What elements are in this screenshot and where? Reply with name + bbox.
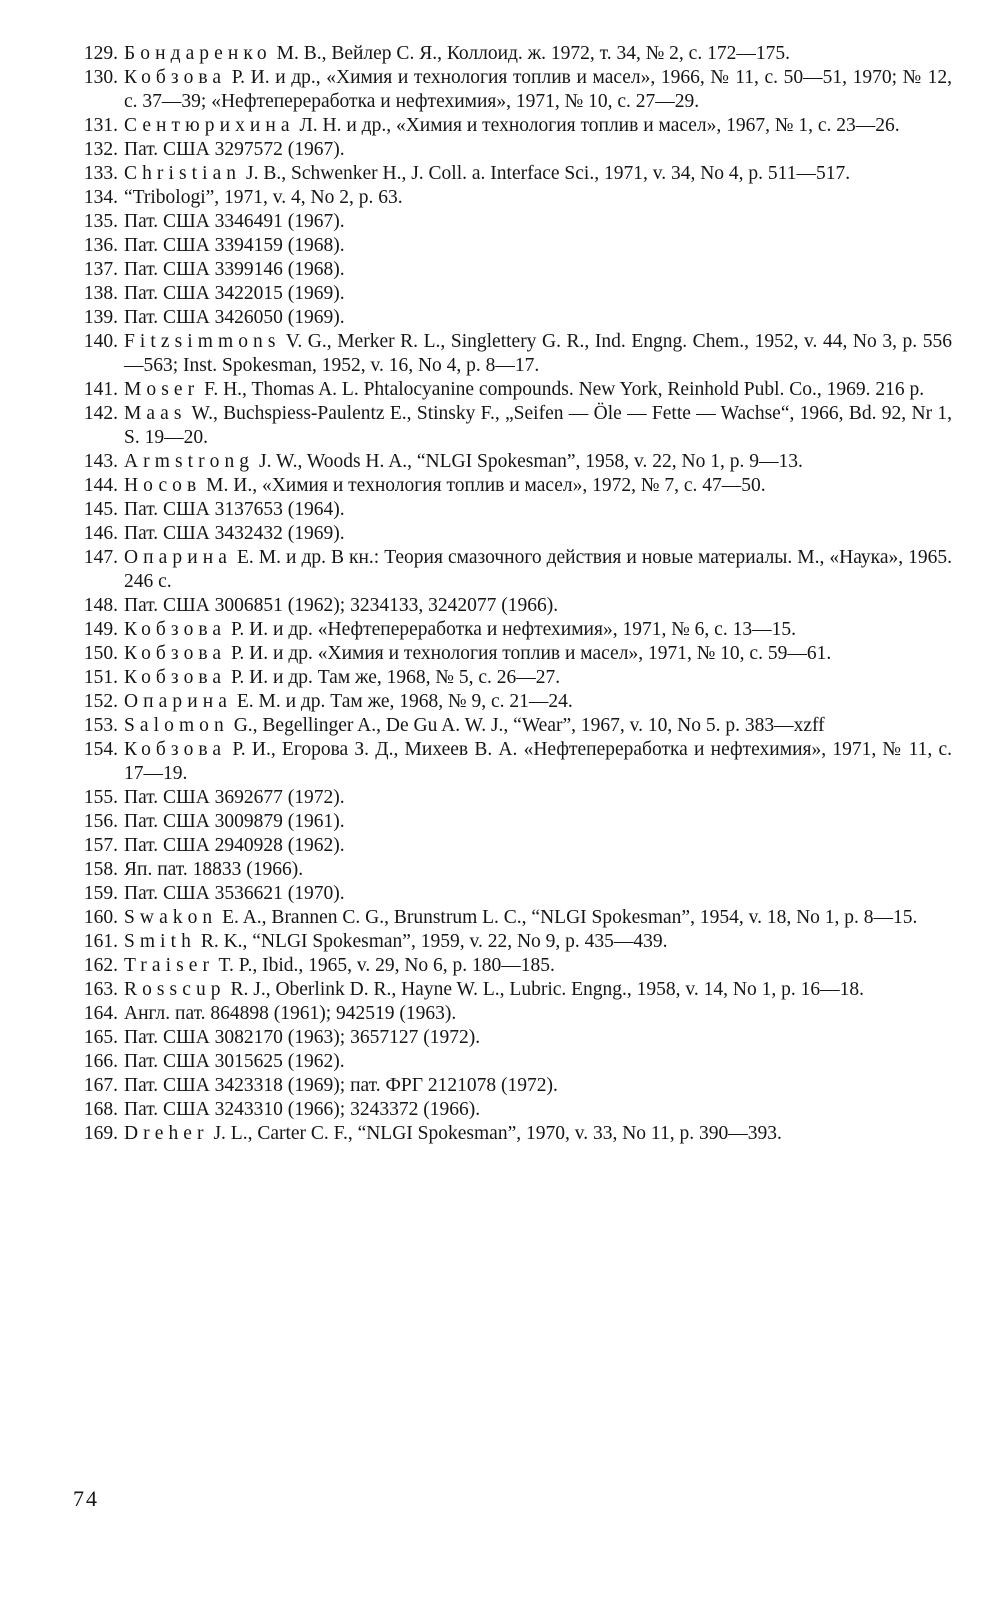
reference-text [124,594,952,618]
reference-first-author: Бондаренко [124,43,272,64]
reference-text [124,66,952,114]
reference-number: 162. [83,955,118,976]
reference-text [124,138,952,162]
reference-text [124,42,952,66]
reference-first-author: Moser [124,379,200,400]
reference-citation: Пат. США 3394159 (1968). [124,235,345,256]
reference-text [124,786,952,810]
reference-number: 141. [83,379,118,400]
reference-item [72,858,952,882]
reference-text [124,930,952,954]
reference-item [72,474,952,498]
reference-item [72,66,952,114]
reference-item [72,714,952,738]
reference-citation: Р. И. и др. «Химия и технология топлив и масел», 1971, № 10, с. 59—61. [226,643,832,664]
reference-item [72,954,952,978]
reference-item [72,1074,952,1098]
reference-item [72,546,952,594]
reference-text [124,522,952,546]
reference-citation: “Tribologi”, 1971, v. 4, No 2, p. 63. [124,187,403,208]
reference-item [72,834,952,858]
reference-number: 161. [83,931,118,952]
reference-citation: Пат. США 3423318 (1969); пат. ФРГ 2121078 (1972). [124,1075,558,1096]
reference-first-author: Maas [124,403,187,424]
reference-first-author: Сентюрихина [124,115,295,136]
reference-item [72,162,952,186]
reference-citation: Пат. США 3536621 (1970). [124,883,345,904]
reference-number: 152. [83,691,118,712]
reference-text [124,282,952,306]
reference-citation: Пат. США 3006851 (1962); 3234133, 3242077 (1966). [124,595,559,616]
reference-item [72,1026,952,1050]
reference-item [72,498,952,522]
reference-number: 130. [83,67,118,88]
reference-first-author: Кобзова [124,667,227,688]
reference-text [124,474,952,498]
reference-text [124,906,952,930]
reference-text [124,834,952,858]
reference-citation: Англ. пат. 864898 (1961); 942519 (1963). [124,1003,457,1024]
reference-text [124,1026,952,1050]
reference-number: 168. [83,1099,118,1120]
reference-item [72,1098,952,1122]
reference-first-author: Traiser [124,955,215,976]
reference-first-author: Smith [124,931,196,952]
reference-citation: J. B., Schwenker H., J. Coll. a. Interface Sci., 1971, v. 34, No 4, p. 511—517. [241,163,851,184]
reference-item [72,522,952,546]
reference-citation: Пат. США 3426050 (1969). [124,307,345,328]
reference-first-author: Dreher [124,1123,209,1144]
reference-number: 133. [83,163,118,184]
reference-number: 143. [83,451,118,472]
reference-item [72,810,952,834]
reference-text [124,162,952,186]
reference-item [72,738,952,786]
reference-number: 169. [83,1123,118,1144]
reference-number: 150. [83,643,118,664]
reference-citation: Е. М. и др. В кн.: Теория смазочного действия и новые материалы. М., «Наука», 1965. 246 с. [124,547,952,592]
reference-number: 160. [83,907,118,928]
reference-number: 155. [83,787,118,808]
reference-citation: Е. М. и др. Там же, 1968, № 9, с. 21—24. [231,691,573,712]
reference-first-author: Кобзова [124,739,227,760]
reference-citation: R. K., “NLGI Spokesman”, 1959, v. 22, No 9, p. 435—439. [195,931,668,952]
reference-text [124,978,952,1002]
reference-item [72,210,952,234]
reference-citation: М. В., Вейлер С. Я., Коллоид. ж. 1972, т. 34, № 2, с. 172—175. [271,43,790,64]
reference-number: 134. [83,187,118,208]
reference-citation: J. W., Woods H. A., “NLGI Spokesman”, 1958, v. 22, No 1, p. 9—13. [254,451,803,472]
reference-item [72,114,952,138]
reference-item [72,306,952,330]
reference-item [72,978,952,1002]
reference-item [72,1050,952,1074]
reference-first-author: Swakon [124,907,218,928]
reference-citation: T. P., Ibid., 1965, v. 29, No 6, p. 180—185. [214,955,555,976]
reference-first-author: Salomon [124,715,229,736]
reference-text [124,714,952,738]
reference-citation: Пат. США 3137653 (1964). [124,499,345,520]
reference-text [124,210,952,234]
reference-list [72,42,952,1146]
reference-item [72,594,952,618]
reference-number: 131. [83,115,118,136]
reference-first-author: Armstrong [124,451,255,472]
reference-text [124,114,952,138]
reference-text [124,498,952,522]
reference-number: 164. [83,1003,118,1024]
reference-number: 157. [83,835,118,856]
reference-text [124,882,952,906]
reference-citation: R. J., Oberlink D. R., Hayne W. L., Lubric. Engng., 1958, v. 14, No 1, p. 16—18. [225,979,864,1000]
reference-first-author: Опарина [124,547,232,568]
reference-number: 137. [83,259,118,280]
reference-text [124,690,952,714]
reference-number: 167. [83,1075,118,1096]
reference-citation: Пат. США 3692677 (1972). [124,787,345,808]
reference-citation: Пат. США 3346491 (1967). [124,211,345,232]
reference-citation: Пат. США 3243310 (1966); 3243372 (1966). [124,1099,481,1120]
reference-citation: Л. Н. и др., «Химия и технология топлив и масел», 1967, № 1, с. 23—26. [294,115,900,136]
reference-item [72,1002,952,1026]
reference-text [124,258,952,282]
reference-number: 132. [83,139,118,160]
reference-text [124,306,952,330]
reference-citation: Яп. пат. 18833 (1966). [124,859,304,880]
reference-citation: Пат. США 3009879 (1961). [124,811,345,832]
reference-item [72,138,952,162]
reference-citation: Пат. США 3432432 (1969). [124,523,345,544]
reference-number: 140. [83,331,118,352]
reference-text [124,330,952,378]
reference-citation: Пат. США 3297572 (1967). [124,139,345,160]
reference-number: 145. [83,499,118,520]
reference-text [124,858,952,882]
reference-citation: Р. И. и др. Там же, 1968, № 5, с. 26—27. [226,667,561,688]
reference-first-author: Кобзова [124,643,227,664]
reference-text [124,666,952,690]
reference-number: 159. [83,883,118,904]
reference-first-author: Fitzsimmons [124,331,281,352]
reference-number: 151. [83,667,118,688]
reference-item [72,378,952,402]
reference-citation: W., Buchspiess-Paulentz E., Stinsky F., „Seifen — Öle — Fette — Wachse“, 1966, Bd. 92, Nr 1, S. 19—20. [124,403,952,448]
reference-item [72,42,952,66]
reference-item [72,330,952,378]
reference-number: 158. [83,859,118,880]
reference-number: 135. [83,211,118,232]
reference-item [72,618,952,642]
reference-text [124,378,952,402]
reference-item [72,402,952,450]
reference-number: 166. [83,1051,118,1072]
reference-text [124,402,952,450]
reference-text [124,642,952,666]
reference-number: 146. [83,523,118,544]
reference-number: 139. [83,307,118,328]
reference-number: 163. [83,979,118,1000]
reference-item [72,234,952,258]
reference-number: 165. [83,1027,118,1048]
reference-number: 136. [83,235,118,256]
reference-number: 147. [83,547,118,568]
reference-first-author: Носов [124,475,202,496]
reference-number: 156. [83,811,118,832]
reference-text [124,450,952,474]
reference-text [124,234,952,258]
reference-citation: Пат. США 3015625 (1962). [124,1051,345,1072]
reference-number: 154. [83,739,118,760]
reference-item [72,882,952,906]
reference-number: 153. [83,715,118,736]
reference-number: 129. [83,43,118,64]
reference-item [72,282,952,306]
reference-item [72,690,952,714]
reference-citation: V. G., Merker R. L., Singlettery G. R., Ind. Engng. Chem., 1952, v. 44, No 3, p. 556—563; Inst. Spokesman, 1952, v. 16, No 4, p. 8—17. [124,331,952,376]
reference-text [124,1122,952,1146]
reference-citation: F. H., Thomas A. L. Phtalocyanine compounds. New York, Reinhold Publ. Co., 1969. 216 p. [199,379,925,400]
reference-item [72,450,952,474]
reference-text [124,954,952,978]
reference-item [72,930,952,954]
reference-number: 149. [83,619,118,640]
reference-text [124,618,952,642]
page-number: 74 [73,1486,99,1511]
reference-text [124,1074,952,1098]
reference-number: 144. [83,475,118,496]
reference-citation: J. L., Carter C. F., “NLGI Spokesman”, 1970, v. 33, No 11, p. 390—393. [208,1123,782,1144]
reference-first-author: Christian [124,163,242,184]
reference-number: 138. [83,283,118,304]
reference-citation: М. И., «Химия и технология топлив и масел», 1972, № 7, с. 47—50. [201,475,766,496]
reference-text [124,810,952,834]
reference-citation: G., Begellinger A., De Gu A. W. J., “Wear”, 1967, v. 10, No 5. p. 383—xzff [228,715,825,736]
reference-item [72,786,952,810]
reference-text [124,738,952,786]
reference-text [124,1098,952,1122]
reference-first-author: Rosscup [124,979,226,1000]
reference-item [72,258,952,282]
reference-citation: Пат. США 3399146 (1968). [124,259,345,280]
reference-number: 148. [83,595,118,616]
reference-text [124,186,952,210]
reference-first-author: Опарина [124,691,232,712]
reference-text [124,1050,952,1074]
reference-citation: Пат. США 2940928 (1962). [124,835,345,856]
reference-item [72,186,952,210]
reference-item [72,1122,952,1146]
reference-number: 142. [83,403,118,424]
reference-citation: Пат. США 3082170 (1963); 3657127 (1972). [124,1027,481,1048]
reference-text [124,1002,952,1026]
reference-first-author: Кобзова [124,619,227,640]
reference-citation: E. A., Brannen C. G., Brunstrum L. C., “NLGI Spokesman”, 1954, v. 18, No 1, p. 8—15. [217,907,918,928]
reference-item [72,666,952,690]
reference-citation: Р. И., Егорова З. Д., Михеев В. А. «Нефтепереработка и нефтехимия», 1971, № 11, с. 17—19. [124,739,952,784]
reference-item [72,642,952,666]
reference-first-author: Кобзова [124,67,227,88]
reference-citation: Пат. США 3422015 (1969). [124,283,345,304]
reference-citation: Р. И. и др., «Химия и технология топлив и масел», 1966, № 11, с. 50—51, 1970; № 12, с. 37—39; «Нефтепереработка и нефтехимия», 1971, № 10, с. 27—29. [124,67,952,112]
reference-item [72,906,952,930]
reference-text [124,546,952,594]
reference-citation: Р. И. и др. «Нефтепереработка и нефтехимия», 1971, № 6, с. 13—15. [226,619,796,640]
